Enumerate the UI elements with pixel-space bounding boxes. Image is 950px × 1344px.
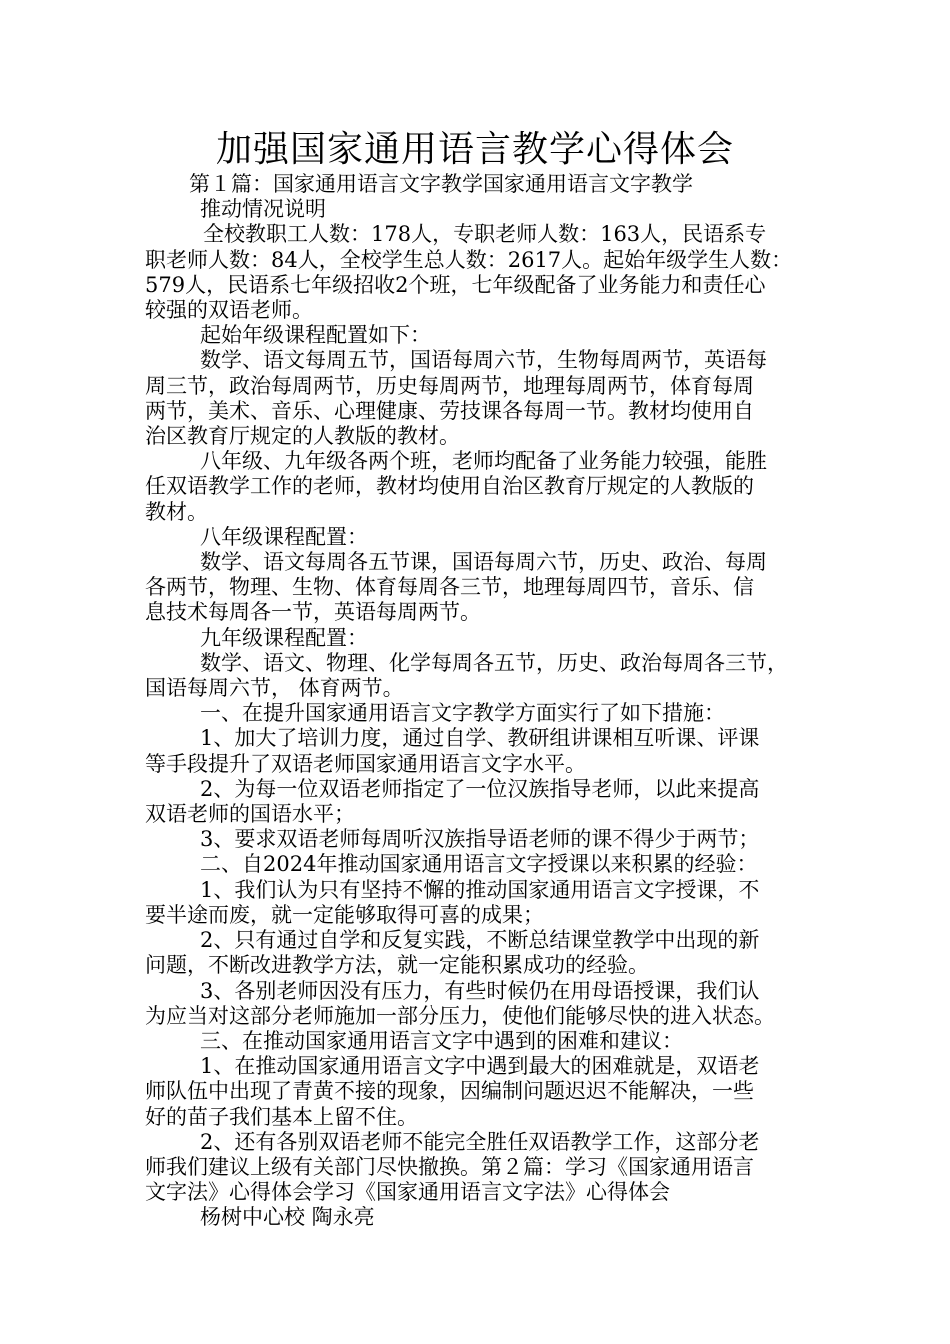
document-body <box>145 172 815 1231</box>
document-title: 加强国家通用语言教学心得体会 <box>215 129 734 170</box>
paragraph-line: 1、加大了培训力度，通过自学、教研组讲课相互听课、评课 <box>200 726 760 751</box>
paragraph-line: 双语老师的国语水平； <box>145 802 355 827</box>
paragraph-line: 起始年级课程配置如下： <box>200 323 431 348</box>
paragraph-line: 2、还有各别双语老师不能完全胜任双语教学工作，这部分老 <box>200 1129 760 1154</box>
paragraph-line: 好的苗子我们基本上留不住。 <box>145 1104 418 1129</box>
paragraph-line: 2、为每一位双语老师指定了一位汉族指导老师，以此来提高 <box>200 776 760 801</box>
paragraph-line: 两节，美术、音乐、心理健康、劳技课各每周一节。教材均使用自 <box>145 398 754 423</box>
paragraph-line: 治区教育厅规定的人教版的教材。 <box>145 424 460 449</box>
paragraph-line: 国语每周六节， 体育两节。 <box>145 676 404 701</box>
paragraph-line: 师我们建议上级有关部门尽快撤换。第２篇：学习《国家通用语言 <box>145 1154 754 1179</box>
paragraph-line: 三、在推动国家通用语言文字中遇到的困难和建议： <box>200 1028 683 1053</box>
paragraph-line: 师队伍中出现了青黄不接的现象，因编制问题迟迟不能解决，一些 <box>145 1079 754 1104</box>
paragraph-line: 579人，民语系七年级招收2个班，七年级配备了业务能力和责任心 <box>145 272 766 297</box>
paragraph-line: 1、我们认为只有坚持不懈的推动国家通用语言文字授课，不 <box>200 877 760 902</box>
paragraph-line: 要半途而废，就一定能够取得可喜的成果； <box>145 902 544 927</box>
paragraph-line: 较强的双语老师。 <box>145 298 313 323</box>
paragraph-line: 2、只有通过自学和反复实践，不断总结课堂教学中出现的新 <box>200 928 760 953</box>
paragraph-line: 3、各别老师因没有压力，有些时候仍在用母语授课，我们认 <box>200 978 760 1003</box>
subtitle-line: 推动情况说明 <box>200 197 326 222</box>
paragraph-line: 数学、语文、物理、化学每周各五节，历史、政治每周各三节， <box>200 650 788 675</box>
paragraph-line: 数学、语文每周各五节课，国语每周六节，历史、政治、每周 <box>200 550 767 575</box>
paragraph-line: 教材。 <box>145 499 208 524</box>
paragraph-line: 1、在推动国家通用语言文字中遇到最大的困难就是，双语老 <box>200 1054 760 1079</box>
signature-line: 杨树中心校 陶永亮 <box>200 1205 375 1230</box>
paragraph-line: 职老师人数：84人，全校学生总人数：2617人。起始年级学生人数： <box>145 247 793 272</box>
paragraph-line: 八年级课程配置： <box>200 524 368 549</box>
paragraph-line: 等手段提升了双语老师国家通用语言文字水平。 <box>145 751 586 776</box>
paragraph-line: 九年级课程配置： <box>200 625 368 650</box>
paragraph-line: 周三节，政治每周两节，历史每周两节，地理每周两节，体育每周 <box>145 373 754 398</box>
paragraph-line: 一、在提升国家通用语言文字教学方面实行了如下措施： <box>200 701 725 726</box>
section-heading: 第１篇：国家通用语言文字教学国家通用语言文字教学 <box>189 172 693 196</box>
paragraph-line: 二、自2024年推动国家通用语言文字授课以来积累的经验： <box>200 852 758 877</box>
paragraph-line: 3、要求双语老师每周听汉族指导语老师的课不得少于两节； <box>200 827 760 852</box>
paragraph-line: 全校教职工人数：178人，专职老师人数：163人，民语系专 <box>203 222 767 247</box>
paragraph-line: 文字法》心得体会学习《国家通用语言文字法》心得体会 <box>145 1180 670 1205</box>
paragraph-line: 任双语教学工作的老师，教材均使用自治区教育厅规定的人教版的 <box>145 474 754 499</box>
paragraph-line: 为应当对这部分老师施加一部分压力，使他们能够尽快的进入状态。 <box>145 1003 775 1028</box>
paragraph-line: 各两节，物理、生物、体育每周各三节，地理每周四节，音乐、信 <box>145 575 754 600</box>
paragraph-line: 问题，不断改进教学方法，就一定能积累成功的经验。 <box>145 953 649 978</box>
paragraph-line: 息技术每周各一节，英语每周两节。 <box>145 600 481 625</box>
paragraph-line: 八年级、九年级各两个班，老师均配备了业务能力较强，能胜 <box>200 449 767 474</box>
paragraph-line: 数学、语文每周五节，国语每周六节，生物每周两节，英语每 <box>200 348 767 373</box>
